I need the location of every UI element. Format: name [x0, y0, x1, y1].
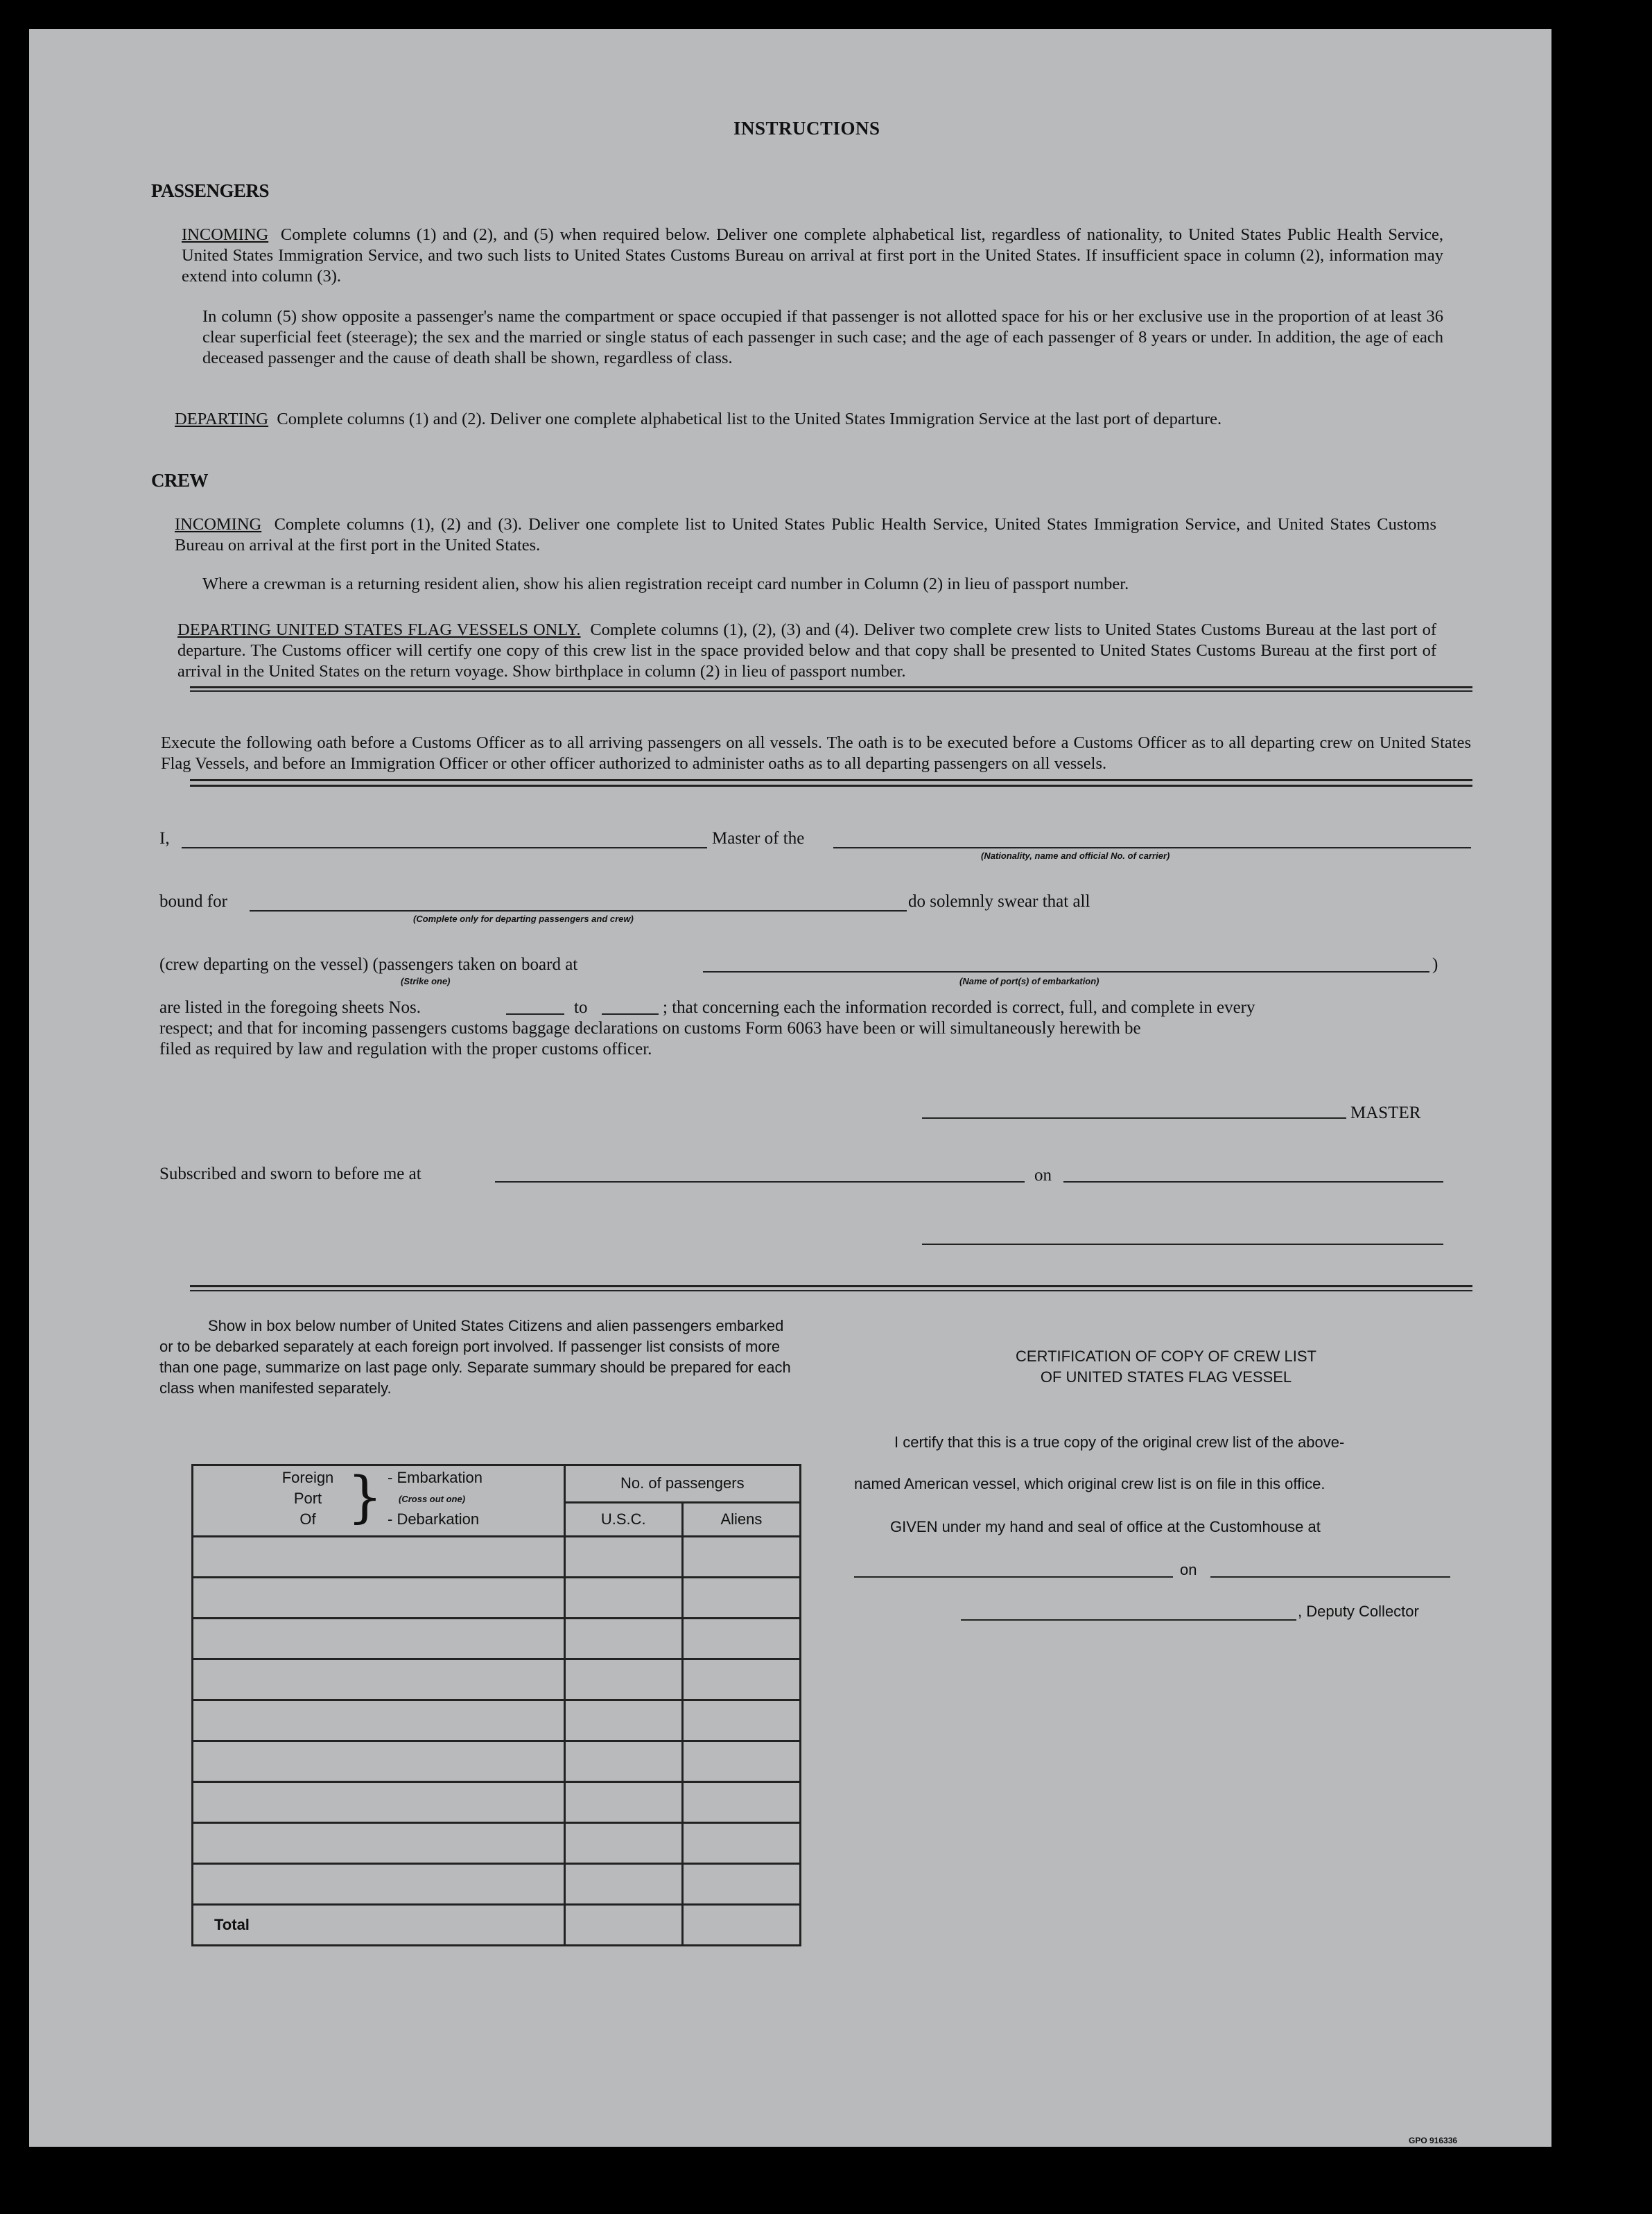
- table-row: [193, 1619, 801, 1659]
- sworn-place-field[interactable]: [495, 1181, 1025, 1183]
- form-page: [29, 29, 1551, 2147]
- divider: [190, 686, 1472, 688]
- no-of-passengers-header: No. of passengers: [564, 1465, 800, 1503]
- table-row: [193, 1578, 801, 1619]
- total-aliens-cell[interactable]: [682, 1905, 800, 1946]
- table-row: [193, 1782, 801, 1823]
- embarkation-port-field[interactable]: [703, 971, 1429, 973]
- table-row: [193, 1864, 801, 1905]
- oath-i-label: I,: [159, 829, 170, 848]
- crew-departing-label: DEPARTING UNITED STATES FLAG VESSELS ONLY.: [177, 620, 581, 639]
- usc-cell[interactable]: [564, 1700, 682, 1741]
- divider: [190, 779, 1472, 781]
- aliens-cell[interactable]: [682, 1864, 800, 1905]
- certification-heading-line: CERTIFICATION OF COPY OF CREW LIST: [1016, 1348, 1316, 1365]
- usc-header: U.S.C.: [564, 1502, 682, 1536]
- divider: [190, 785, 1472, 787]
- passengers-column5-paragraph: In column (5) show opposite a passenger's name the compartment or space occupied if that passenger is not allotted space for his or her exclusive use in the proportion of at least 36 clear superficial feet (steerage); the sex and the married or single status of each passenger in such case; and the age of each passenger of 8 years or under. In addition, the age of each deceased passenger and the cause of death shall be shown, regardless of class.: [202, 307, 1443, 367]
- sworn-date-field[interactable]: [1063, 1181, 1443, 1183]
- close-paren: ): [1432, 955, 1438, 974]
- certification-heading-line: OF UNITED STATES FLAG VESSEL: [1040, 1368, 1292, 1386]
- certification-text: named American vessel, which original crew list is on file in this office.: [854, 1475, 1325, 1492]
- sheet-from-field[interactable]: [506, 1013, 564, 1015]
- deputy-collector-signature-field[interactable]: [961, 1619, 1296, 1621]
- sheet-to-field[interactable]: [602, 1013, 659, 1015]
- aliens-cell[interactable]: [682, 1537, 800, 1578]
- master-of-label: Master of the: [712, 829, 805, 848]
- total-label: Total: [193, 1905, 565, 1946]
- crew-departing-paragraph: [177, 620, 1436, 682]
- master-label: MASTER: [1350, 1104, 1421, 1122]
- port-cell[interactable]: [193, 1537, 565, 1578]
- embarkation-label: - Embarkation: [388, 1469, 482, 1486]
- table-row: [193, 1823, 801, 1864]
- aliens-cell[interactable]: [682, 1741, 800, 1782]
- aliens-cell[interactable]: [682, 1578, 800, 1619]
- usc-cell[interactable]: [564, 1619, 682, 1659]
- officer-signature-field[interactable]: [922, 1244, 1443, 1245]
- crew-incoming-text: Complete columns (1), (2) and (3). Deliver one complete list to United States Public Health Service, United States Immigration Service, and United States Customs Bureau on arrival at the first port in the United States.: [175, 515, 1437, 555]
- sworn-on-label: on: [1034, 1166, 1052, 1185]
- certification-date-field[interactable]: [1210, 1576, 1450, 1578]
- table-row: [193, 1741, 801, 1782]
- passengers-incoming-label: INCOMING: [182, 225, 269, 244]
- listed-text: respect; and that for incoming passengers customs baggage declarations on customs Form 6063 have been or will simultaneously herewith be: [159, 1019, 1141, 1038]
- aliens-cell[interactable]: [682, 1823, 800, 1864]
- crew-heading: CREW: [151, 470, 209, 491]
- certification-on-label: on: [1180, 1561, 1197, 1578]
- table-row: [193, 1700, 801, 1741]
- summary-instructions-text: Show in box below number of United States Citizens and alien passengers embarked or to be debarked separately at each foreign port involved. If passenger list consists of more than one page, summarize on last page only. Separate summary should be prepared for each class when manifested separately.: [159, 1317, 791, 1397]
- passenger-summary-table: [191, 1464, 801, 1946]
- usc-cell[interactable]: [564, 1782, 682, 1823]
- passengers-incoming-paragraph: [182, 225, 1443, 287]
- port-cell[interactable]: [193, 1659, 565, 1700]
- certification-text: I certify that this is a true copy of the original crew list of the above-: [894, 1433, 1345, 1451]
- cross-out-caption: (Cross out one): [399, 1494, 466, 1504]
- usc-cell[interactable]: [564, 1537, 682, 1578]
- oath-intro: Execute the following oath before a Customs Officer as to all arriving passengers on all vessels. The oath is to be executed before a Customs Officer as to all departing crew on United States Flag Vessels, and before an Immigration Officer or other officer authorized to administer oaths as to all departing passengers on all vessels.: [161, 733, 1471, 773]
- aliens-header: Aliens: [682, 1502, 800, 1536]
- carrier-caption: (Nationality, name and official No. of carrier): [981, 851, 1170, 861]
- crew-departing-text: Complete columns (1), (2), (3) and (4). Deliver two complete crew lists to United States Customs Bureau at the last port of departure. The Customs officer will certify one copy of this crew list in the space provided below and that copy shall be presented to United States Customs Bureau at the first port of arrival in the United States on the return voyage. Show birthplace in column (2) in lieu of passport number.: [177, 620, 1436, 681]
- crew-incoming-paragraph: [175, 514, 1436, 556]
- debarkation-label: - Debarkation: [388, 1510, 480, 1528]
- bound-for-caption: (Complete only for departing passengers and crew): [413, 914, 634, 924]
- aliens-cell[interactable]: [682, 1619, 800, 1659]
- port-cell[interactable]: [193, 1619, 565, 1659]
- passengers-departing-label: DEPARTING: [175, 410, 269, 428]
- embarkation-port-caption: (Name of port(s) of embarkation): [959, 976, 1099, 986]
- master-name-field[interactable]: [182, 847, 707, 848]
- deputy-collector-label: , Deputy Collector: [1298, 1603, 1419, 1620]
- master-signature-field[interactable]: [922, 1117, 1346, 1119]
- listed-text: are listed in the foregoing sheets Nos.: [159, 998, 421, 1017]
- subscribed-label: Subscribed and sworn to before me at: [159, 1165, 421, 1183]
- listed-text: filed as required by law and regulation with the proper customs officer.: [159, 1040, 652, 1058]
- carrier-field[interactable]: [833, 847, 1471, 848]
- divider: [190, 690, 1472, 692]
- bound-for-field[interactable]: [250, 910, 907, 912]
- port-header-port: Port: [293, 1490, 322, 1507]
- strike-one-caption: (Strike one): [401, 976, 451, 986]
- total-row: [193, 1905, 801, 1946]
- port-header: [193, 1466, 564, 1535]
- aliens-cell[interactable]: [682, 1700, 800, 1741]
- table-row: [193, 1537, 801, 1578]
- port-cell[interactable]: [193, 1741, 565, 1782]
- port-cell[interactable]: [193, 1578, 565, 1619]
- passengers-departing-paragraph: [175, 409, 1443, 430]
- port-cell[interactable]: [193, 1700, 565, 1741]
- usc-cell[interactable]: [564, 1823, 682, 1864]
- certification-text: GIVEN under my hand and seal of office at the Customhouse at: [890, 1518, 1321, 1535]
- passengers-incoming-text: Complete columns (1) and (2), and (5) when required below. Deliver one complete alphabetical list, regardless of nationality, to United States Public Health Service, United States Immigration Service, and two such lists to United States Customs Bureau on arrival at first port in the United States. If insufficient space in column (2), information may extend into column (3).: [182, 225, 1444, 286]
- port-header-labels: [270, 1467, 346, 1530]
- divider: [190, 1285, 1472, 1287]
- swear-text: do solemnly swear that all: [908, 892, 1090, 911]
- port-header-of: Of: [299, 1510, 316, 1528]
- usc-cell[interactable]: [564, 1578, 682, 1619]
- certification-heading: [958, 1346, 1374, 1388]
- usc-cell[interactable]: [564, 1864, 682, 1905]
- table-row: [193, 1659, 801, 1700]
- port-cell[interactable]: [193, 1782, 565, 1823]
- port-cell[interactable]: [193, 1864, 565, 1905]
- bound-for-label: bound for: [159, 892, 227, 911]
- total-usc-cell[interactable]: [564, 1905, 682, 1946]
- port-cell[interactable]: [193, 1823, 565, 1864]
- passengers-heading: PASSENGERS: [151, 180, 270, 201]
- passengers-departing-text: Complete columns (1) and (2). Deliver one complete alphabetical list to the United States Immigration Service at the last port of departure.: [277, 410, 1222, 428]
- listed-text: ; that concerning each the information recorded is correct, full, and complete in every: [663, 998, 1255, 1017]
- port-header-foreign: Foreign: [281, 1469, 334, 1486]
- brace-icon: }: [347, 1465, 383, 1529]
- usc-cell[interactable]: [564, 1741, 682, 1782]
- listed-to: to: [574, 998, 588, 1017]
- divider: [190, 1290, 1472, 1291]
- crew-resident-paragraph: Where a crewman is a returning resident alien, show his alien registration receipt card number in Column (2) in lieu of passport number.: [202, 575, 1129, 593]
- gpo-number: GPO 916336: [1409, 2136, 1458, 2145]
- summary-instructions: [159, 1316, 797, 1399]
- crew-incoming-label: INCOMING: [175, 515, 262, 534]
- usc-cell[interactable]: [564, 1659, 682, 1700]
- aliens-cell[interactable]: [682, 1659, 800, 1700]
- aliens-cell[interactable]: [682, 1782, 800, 1823]
- port-header-cell: [193, 1465, 565, 1537]
- page-title: INSTRUCTIONS: [733, 118, 880, 139]
- crew-departing-text: (crew departing on the vessel) (passengers taken on board at: [159, 955, 578, 974]
- customhouse-field[interactable]: [854, 1576, 1173, 1578]
